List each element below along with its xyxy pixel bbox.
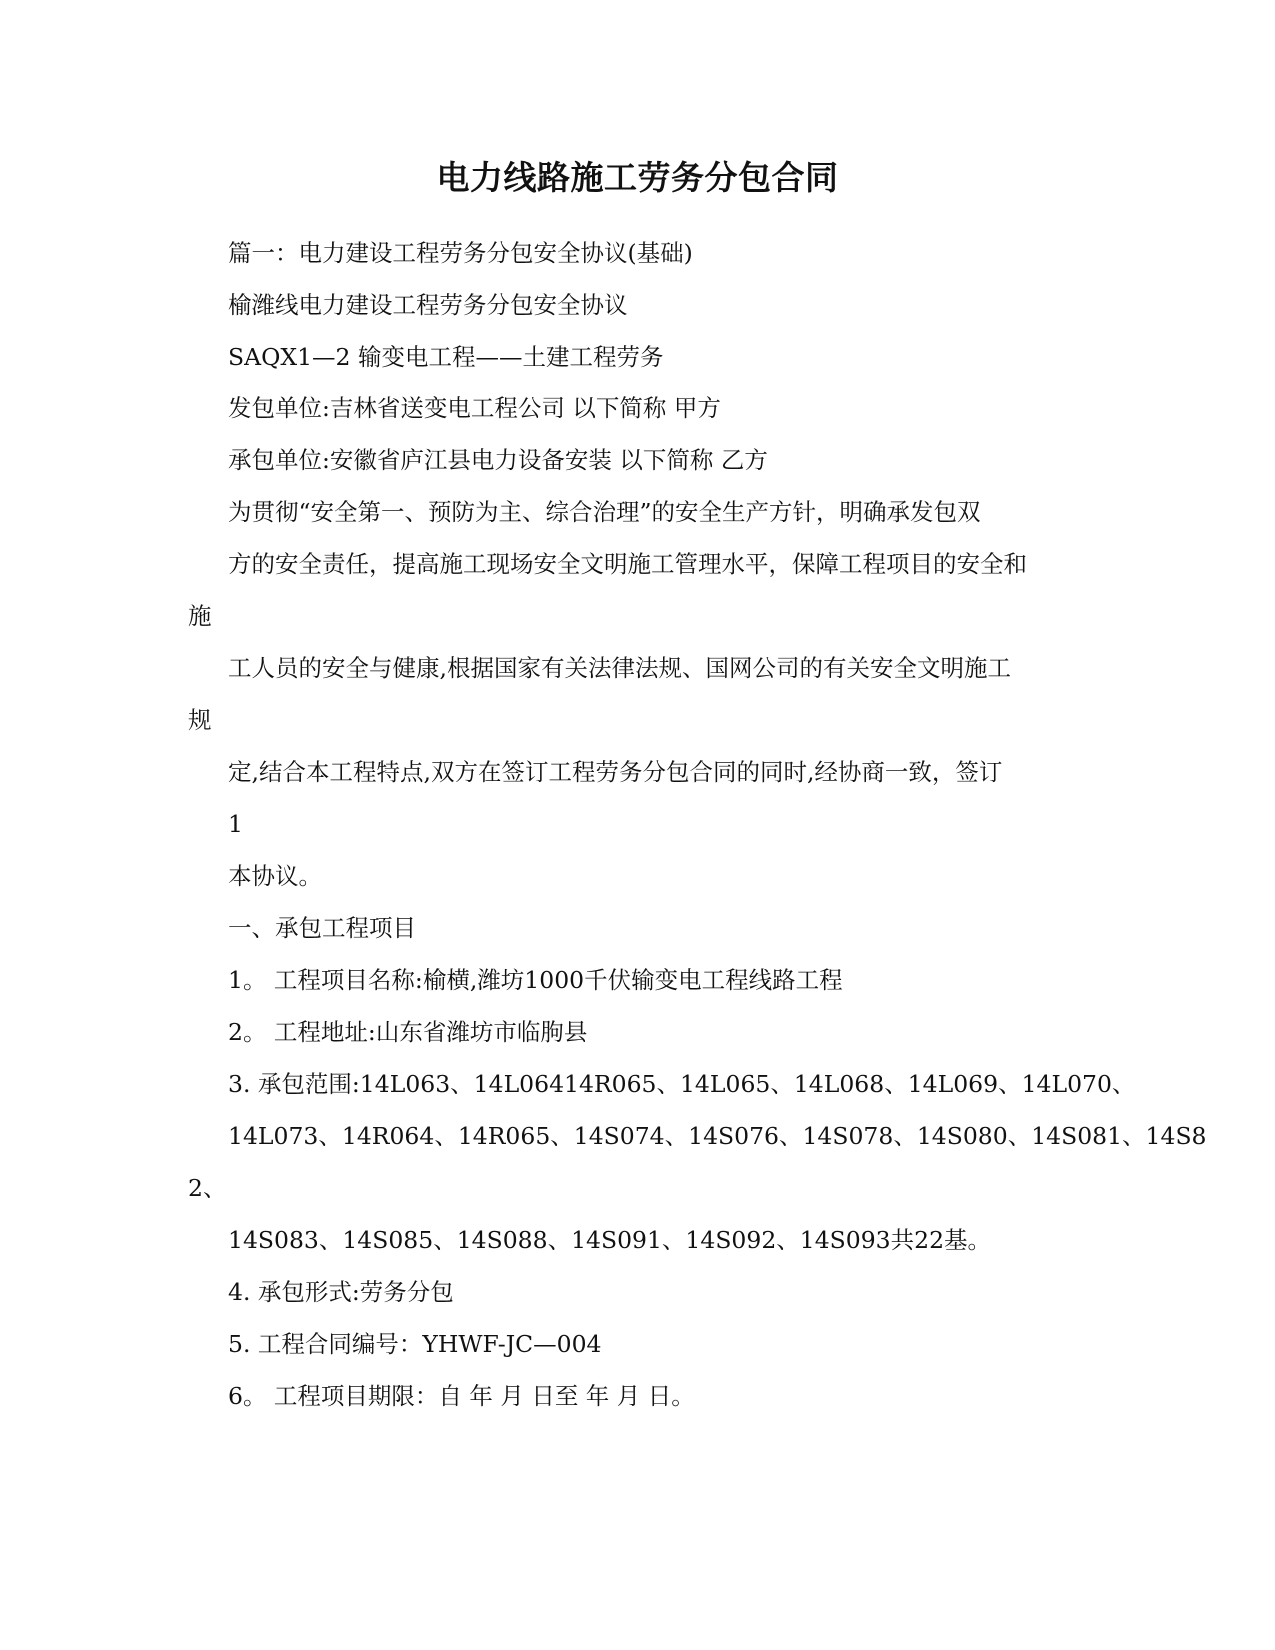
text-line: 5. 工程合同编号：YHWF-JC—004 <box>228 1330 602 1358</box>
document-title: 电力线路施工劳务分包合同 <box>436 158 839 197</box>
text-line: 2。 工程地址:山东省潍坊市临朐县 <box>228 1018 588 1046</box>
text-line: 4. 承包形式:劳务分包 <box>228 1278 454 1306</box>
text-line: 规 <box>188 706 212 734</box>
text-line: 工人员的安全与健康,根据国家有关法律法规、国网公司的有关安全文明施工 <box>228 654 1011 682</box>
text-line: 方的安全责任，提高施工现场安全文明施工管理水平，保障工程项目的安全和 <box>228 550 1027 578</box>
text-line: 篇一：电力建设工程劳务分包安全协议(基础) <box>228 239 693 267</box>
text-line: 14S083、14S085、14S088、14S091、14S092、14S093共22基。 <box>228 1226 992 1254</box>
page-number: 1 <box>228 810 243 838</box>
text-line: 3. 承包范围:14L063、14L06414R065、14L065、14L068、14L069、14L070、 <box>228 1070 1136 1098</box>
text-line: 榆潍线电力建设工程劳务分包安全协议 <box>228 291 628 319</box>
section-heading: 一、承包工程项目 <box>228 914 416 942</box>
text-line: 施 <box>188 602 212 630</box>
text-line: 2、 <box>188 1174 227 1202</box>
text-line: 为贯彻“安全第一、预防为主、综合治理”的安全生产方针，明确承发包双 <box>228 498 981 526</box>
text-line: 本协议。 <box>228 862 322 890</box>
text-line: SAQX1—2 输变电工程——土建工程劳务 <box>228 343 664 371</box>
text-line: 定,结合本工程特点,双方在签订工程劳务分包合同的同时,经协商一致，签订 <box>228 758 1003 786</box>
text-line: 承包单位:安徽省庐江县电力设备安装 以下简称 乙方 <box>228 446 768 474</box>
text-line: 发包单位:吉林省送变电工程公司 以下简称 甲方 <box>228 394 721 422</box>
text-line: 1。 工程项目名称:榆横,潍坊1000千伏输变电工程线路工程 <box>228 966 843 994</box>
text-line: 6。 工程项目期限：自 年 月 日至 年 月 日。 <box>228 1382 695 1410</box>
text-line: 14L073、14R064、14R065、14S074、14S076、14S078、14S080、14S081、14S8 <box>228 1122 1207 1150</box>
